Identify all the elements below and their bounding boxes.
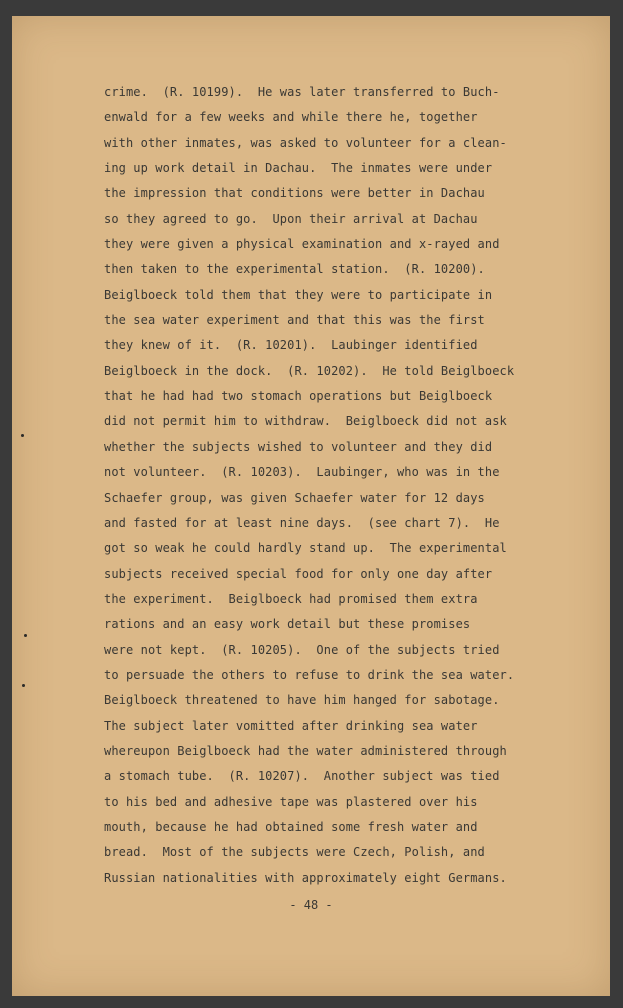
page-number: - 48 -: [289, 898, 333, 912]
text-line: Russian nationalities with approximately eight Germans.: [104, 870, 507, 885]
text-line: then taken to the experimental station. (R. 10200).: [104, 262, 485, 277]
text-line: subjects received special food for only one day after: [104, 566, 493, 581]
text-line: to his bed and adhesive tape was plastered over his: [104, 794, 478, 809]
text-line: rations and an easy work detail but these promises: [104, 617, 471, 632]
text-line: ing up work detail in Dachau. The inmates were under: [104, 161, 493, 176]
text-line: crime. (R. 10199). He was later transferred to Buch-: [104, 85, 500, 99]
text-line: were not kept. (R. 10205). One of the subjects tried: [104, 642, 500, 657]
margin-mark: [24, 634, 27, 637]
text-line: that he had had two stomach operations but Beiglboeck: [104, 389, 493, 404]
text-line: Schaefer group, was given Schaefer water for 12 days: [104, 490, 485, 505]
text-line: so they agreed to go. Upon their arrival at Dachau: [104, 211, 478, 226]
text-line: Beiglboeck threatened to have him hanged for sabotage.: [104, 693, 500, 708]
text-line: Beiglboeck told them that they were to participate in: [104, 287, 493, 302]
text-line: they knew of it. (R. 10201). Laubinger identified: [104, 338, 478, 353]
text-line: to persuade the others to refuse to drink the sea water.: [104, 667, 515, 682]
text-line: they were given a physical examination and x-rayed and: [104, 237, 500, 252]
text-line: with other inmates, was asked to volunteer for a clean-: [104, 135, 507, 150]
text-line: Beiglboeck in the dock. (R. 10202). He told Beiglboeck: [104, 363, 515, 378]
text-line: The subject later vomitted after drinking sea water: [104, 718, 478, 733]
text-line: did not permit him to withdraw. Beiglboeck did not ask: [104, 414, 507, 429]
text-line: and fasted for at least nine days. (see chart 7). He: [104, 515, 500, 530]
text-line: the impression that conditions were better in Dachau: [104, 186, 485, 201]
text-line: mouth, because he had obtained some fresh water and: [104, 819, 478, 834]
text-line: not volunteer. (R. 10203). Laubinger, who was in the: [104, 465, 500, 480]
text-line: whereupon Beiglboeck had the water administered through: [104, 743, 507, 758]
margin-mark: [22, 684, 25, 687]
body-text: [104, 80, 544, 891]
text-line: whether the subjects wished to volunteer and they did: [104, 439, 493, 454]
text-line: the experiment. Beiglboeck had promised them extra: [104, 591, 478, 606]
document-page: [12, 16, 610, 996]
text-line: enwald for a few weeks and while there he, together: [104, 110, 478, 125]
text-line: got so weak he could hardly stand up. The experimental: [104, 541, 507, 556]
text-line: the sea water experiment and that this was the first: [104, 313, 485, 328]
text-line: a stomach tube. (R. 10207). Another subject was tied: [104, 769, 500, 784]
text-line: bread. Most of the subjects were Czech, Polish, and: [104, 845, 485, 860]
margin-mark: [21, 434, 24, 437]
